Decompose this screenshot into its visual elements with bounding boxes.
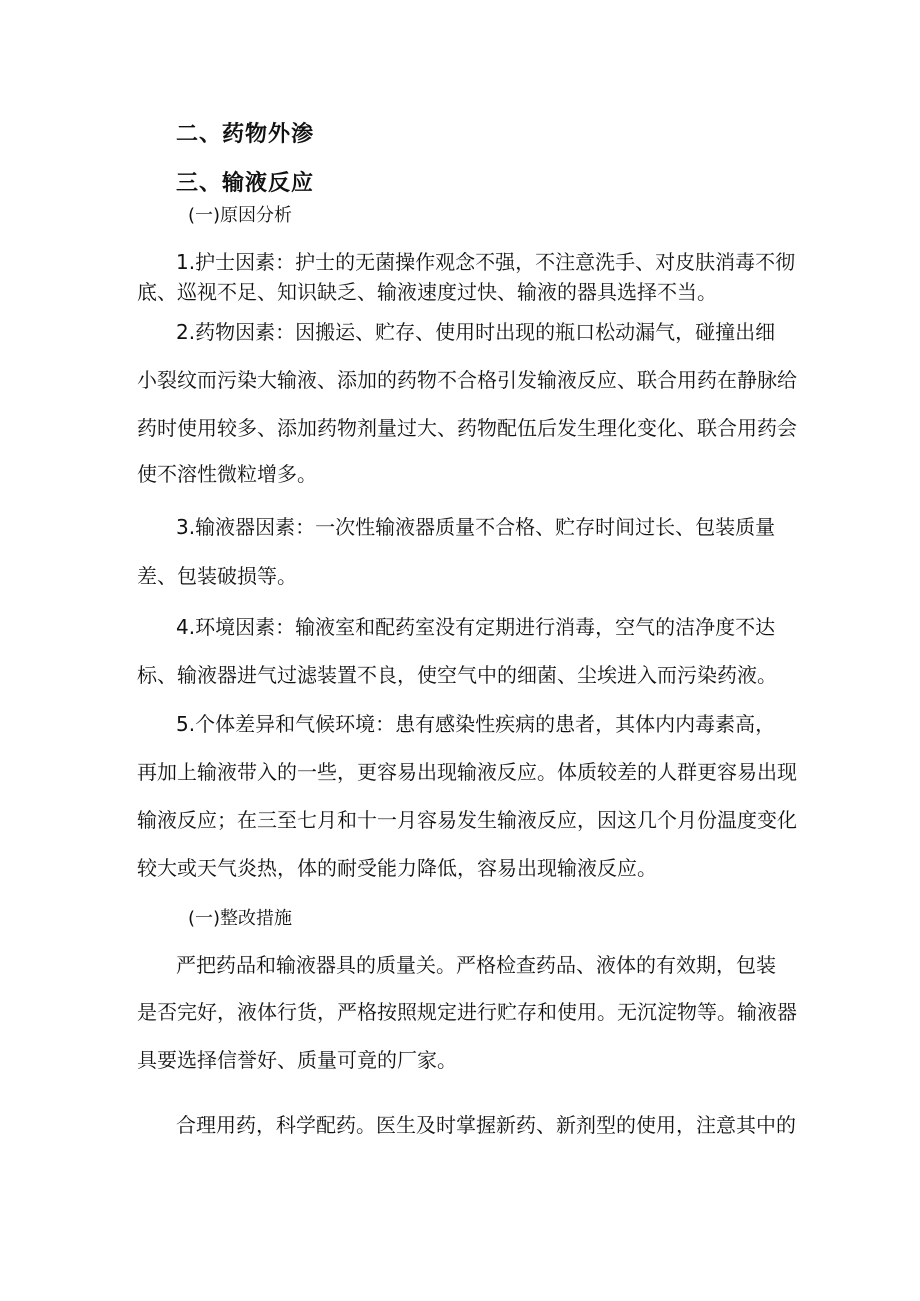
paragraph-2-line-4: 使不溶性微粒增多。 <box>137 462 317 486</box>
paragraph-7-line-1: 合理用药，科学配药。医生及时掌握新药、新剂型的使用，注意其中的 <box>176 1113 796 1137</box>
paragraph-3-line-1: 3.输液器因素：一次性输液器质量不合格、贮存时间过长、包装质量 <box>176 515 776 539</box>
paragraph-1-line-2: 底、巡视不足、知识缺乏、输液速度过快、输液的器具选择不当。 <box>137 280 717 304</box>
paragraph-5-line-4: 较大或天气炎热，体的耐受能力降低，容易出现输液反应。 <box>137 856 657 880</box>
paragraph-2-line-2: 小裂纹而污染大输液、添加的药物不合格引发输液反应、联合用药在静脉给 <box>137 368 797 392</box>
paragraph-1-line-1: 1.护士因素：护士的无菌操作观念不强，不注意洗手、对皮肤消毒不彻 <box>176 250 796 274</box>
paragraph-5-line-3: 输液反应；在三至七月和十一月容易发生输液反应，因这几个月份温度变化 <box>137 808 797 832</box>
paragraph-6-line-2: 是否完好，液体行货，严格按照规定进行贮存和使用。无沉淀物等。输液器 <box>137 1000 797 1024</box>
paragraph-6-line-1: 严把药品和输液器具的质量关。严格检查药品、液体的有效期，包装 <box>176 953 776 977</box>
subheading-cause-analysis: (一)原因分析 <box>188 205 293 226</box>
subheading-rectification: (一)整改措施 <box>188 908 293 929</box>
paragraph-2-line-3: 药时使用较多、添加药物剂量过大、药物配伍后发生理化变化、联合用药会 <box>137 416 797 440</box>
paragraph-4-line-2: 标、输液器进气过滤装置不良，使空气中的细菌、尘埃进入而污染药液。 <box>137 663 777 687</box>
heading-infusion-reaction: 三、输液反应 <box>176 171 315 196</box>
paragraph-5-line-1: 5.个体差异和气候环境：患有感染性疾病的患者，其体内内毒素高， <box>176 712 776 736</box>
heading-drug-extravasation: 二、药物外渗 <box>176 122 315 147</box>
paragraph-2-line-1: 2.药物因素：因搬运、贮存、使用时出现的瓶口松动漏气，碰撞出细 <box>176 320 776 344</box>
paragraph-5-line-2: 再加上输液带入的一些，更容易出现输液反应。体质较差的人群更容易出现 <box>137 760 797 784</box>
paragraph-6-line-3: 具要选择信誉好、质量可竟的厂家。 <box>137 1048 457 1072</box>
paragraph-3-line-2: 差、包装破损等。 <box>137 564 297 588</box>
paragraph-4-line-1: 4.环境因素：输液室和配药室没有定期进行消毒，空气的洁净度不达 <box>176 615 776 639</box>
